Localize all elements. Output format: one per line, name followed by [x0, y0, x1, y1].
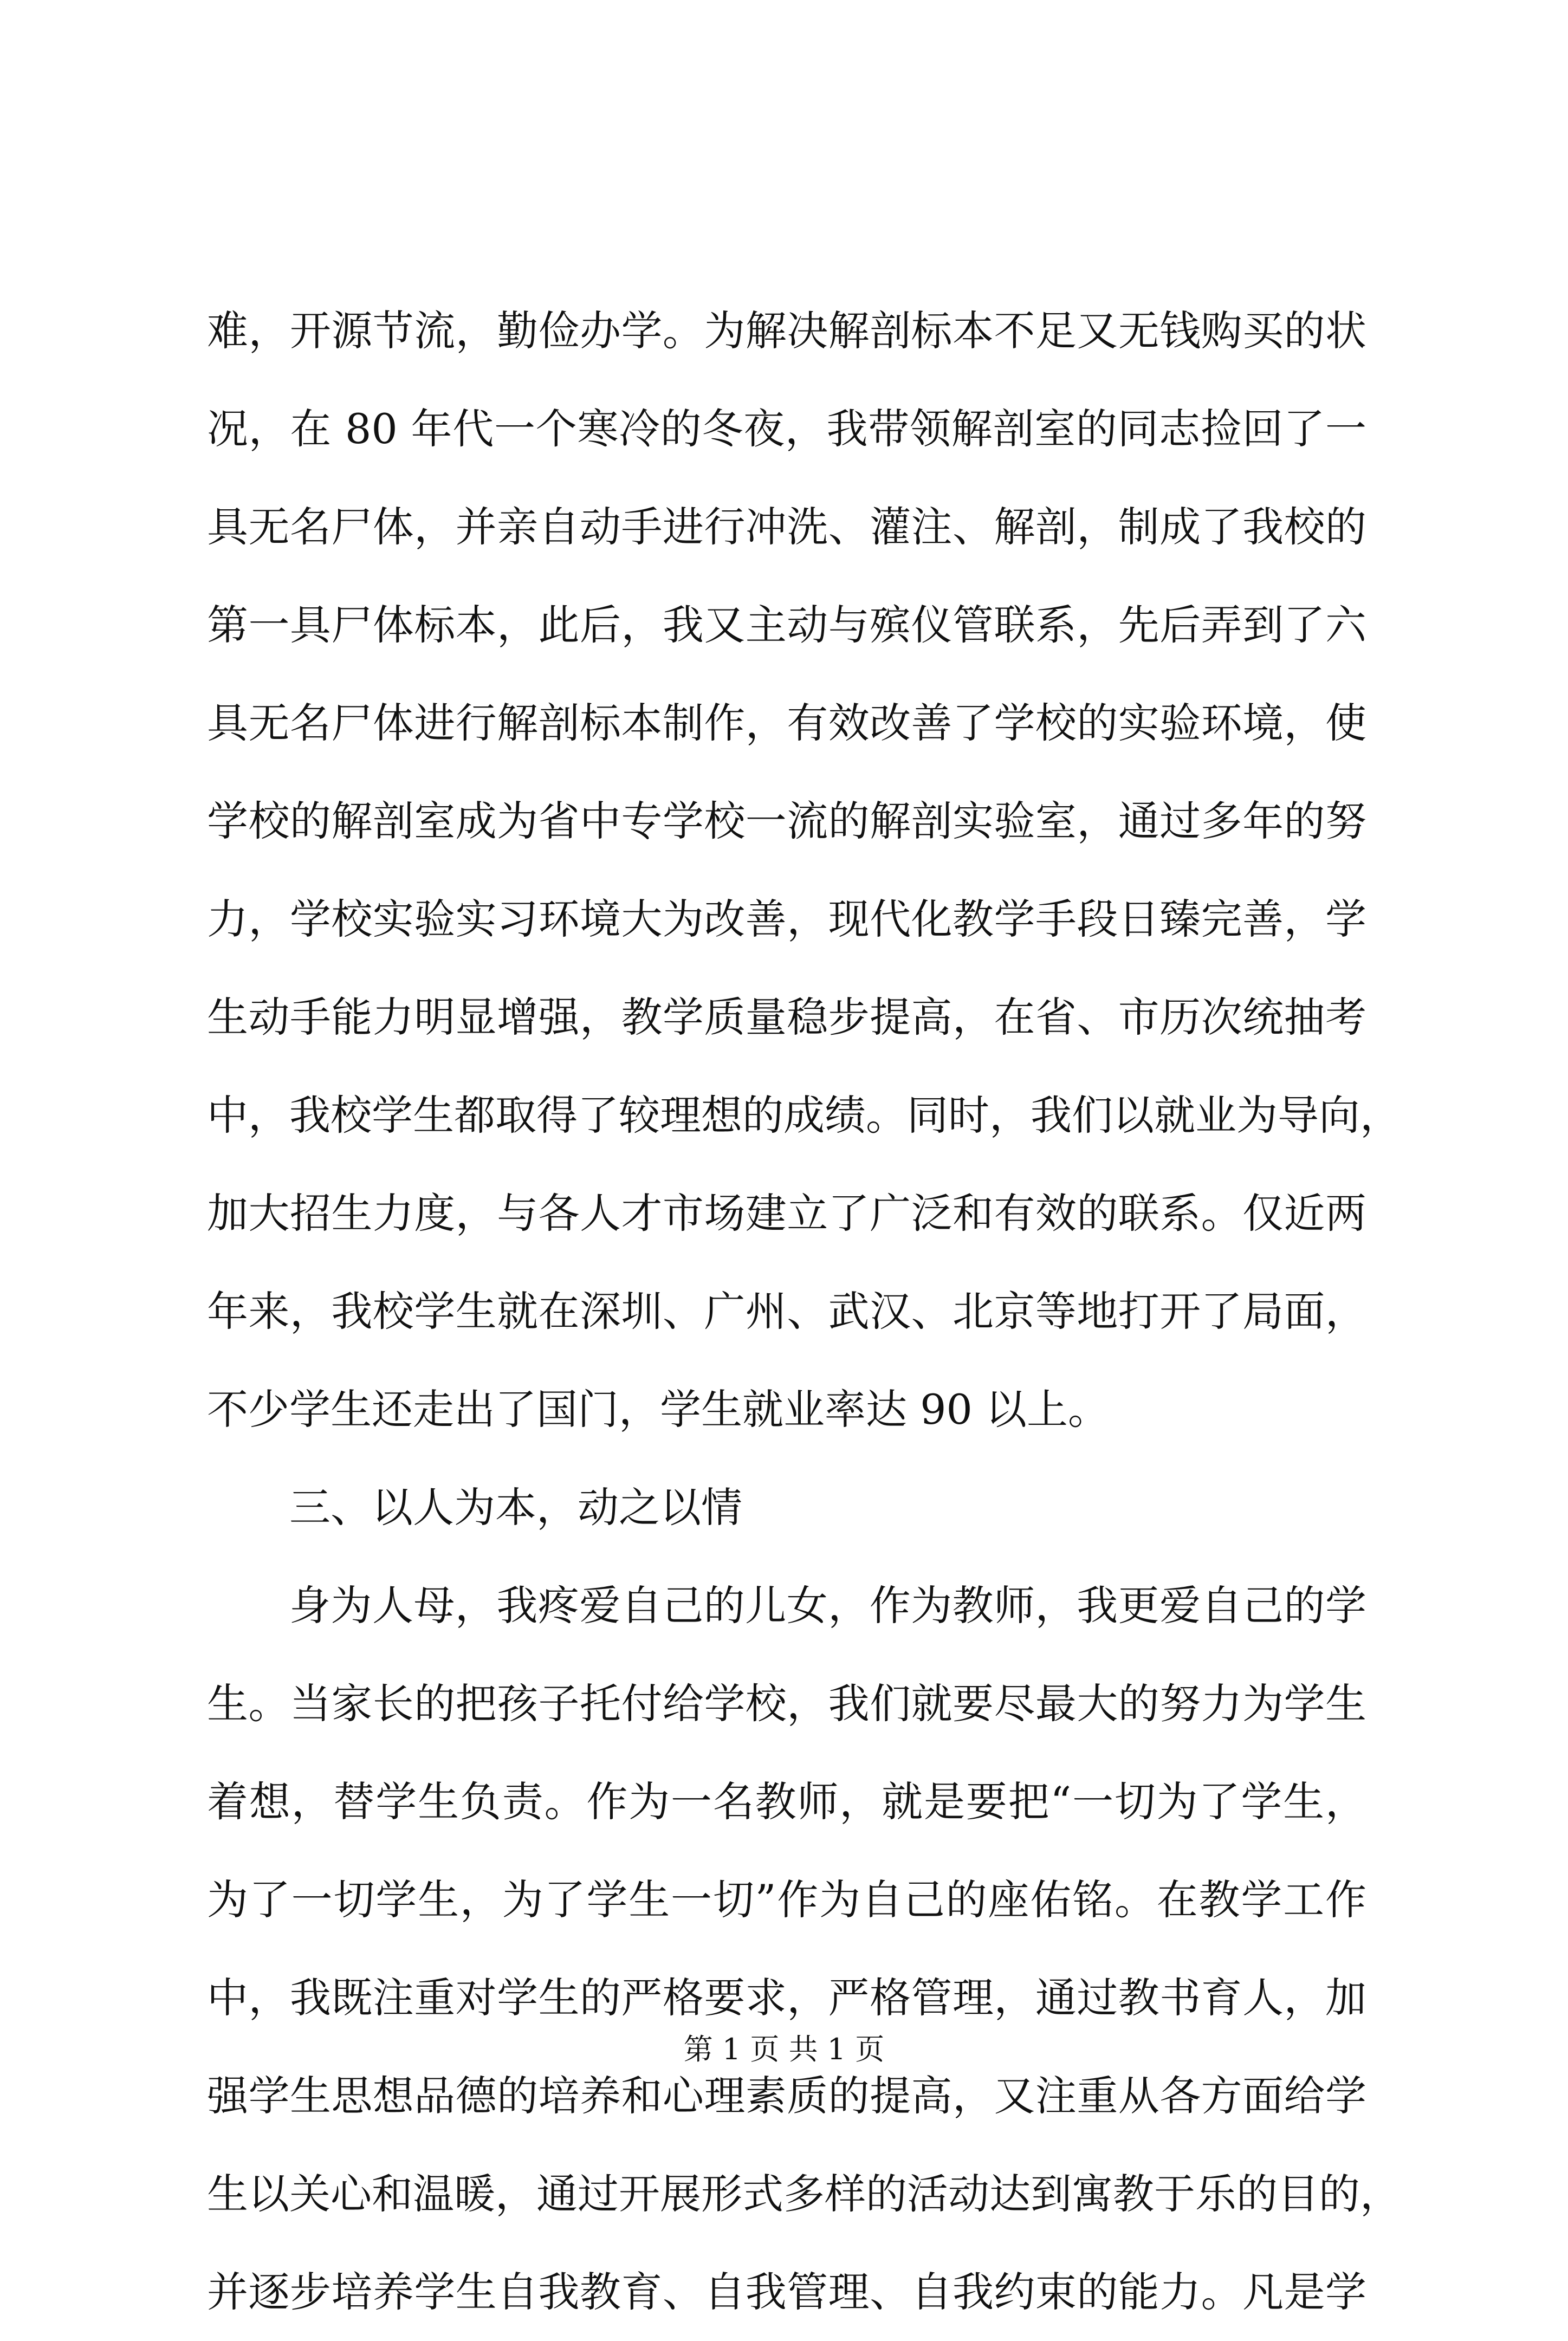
text-line: 具无名尸体，并亲自动手进行冲洗、灌注、解剖，制成了我校的: [207, 503, 1366, 551]
page-number-footer: 第 1 页 共 1 页: [683, 2032, 885, 2066]
text-line: 中，我既注重对学生的严格要求，严格管理，通过教书育人，加: [207, 1974, 1366, 2022]
text-line: 力，学校实验实习环境大为改善，现代化教学手段日臻完善，学: [207, 895, 1366, 943]
section-heading: 三、以人为本，动之以情: [289, 1483, 742, 1532]
text-line: 加大招生力度，与各人才市场建立了广泛和有效的联系。仅近两: [207, 1189, 1366, 1237]
text-line: 第一具尸体标本，此后，我又主动与殡仪管联系，先后弄到了六: [207, 601, 1366, 649]
text-line: 中，我校学生都取得了较理想的成绩。同时，我们以就业为导向，: [207, 1091, 1401, 1139]
text-line: 并逐步培养学生自我教育、自我管理、自我约束的能力。凡是学: [207, 2268, 1366, 2316]
text-line: 生动手能力明显增强，教学质量稳步提高，在省、市历次统抽考: [207, 993, 1366, 1041]
text-line: 着想，替学生负责。作为一名教师，就是要把“一切为了学生，: [207, 1778, 1366, 1826]
text-line: 年来，我校学生就在深圳、广州、武汉、北京等地打开了局面，: [207, 1287, 1366, 1335]
text-line: 不少学生还走出了国门，学生就业率达 90 以上。: [207, 1385, 1110, 1434]
text-line: 生。当家长的把孩子托付给学校，我们就要尽最大的努力为学生: [207, 1679, 1366, 1728]
text-line: 学校的解剖室成为省中专学校一流的解剖实验室，通过多年的努: [207, 797, 1366, 845]
text-line: 为了一切学生，为了学生一切”作为自己的座佑铭。在教学工作: [207, 1876, 1366, 1924]
text-line: 身为人母，我疼爱自己的儿女，作为教师，我更爱自己的学: [289, 1581, 1366, 1630]
text-line: 难，开源节流，勤俭办学。为解决解剖标本不足又无钱购买的状: [207, 307, 1366, 355]
text-line: 强学生思想品德的培养和心理素质的提高，又注重从各方面给学: [207, 2072, 1366, 2120]
text-line: 况，在 80 年代一个寒冷的冬夜，我带领解剖室的同志捡回了一: [207, 405, 1366, 453]
text-line: 具无名尸体进行解剖标本制作，有效改善了学校的实验环境，使: [207, 699, 1366, 747]
text-line: 生以关心和温暖，通过开展形式多样的活动达到寓教于乐的目的，: [207, 2170, 1401, 2218]
